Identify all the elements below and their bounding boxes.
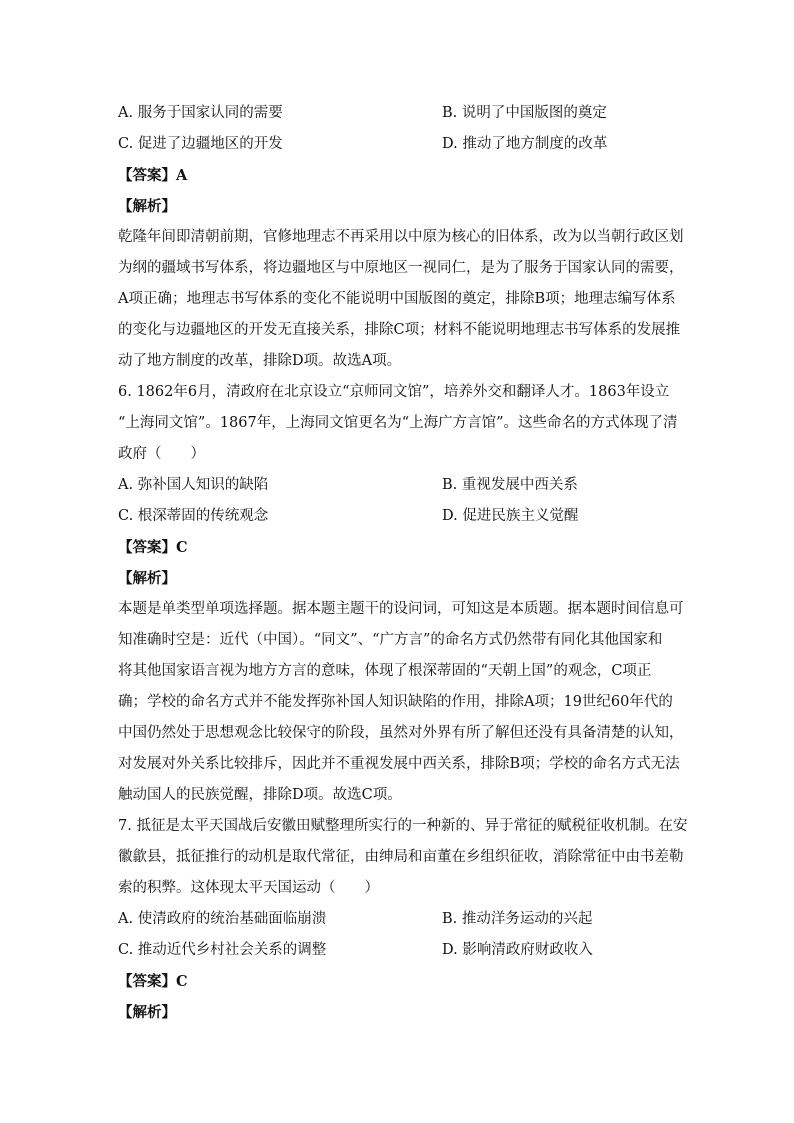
q6-stem-line: 6. 1862年6月，清政府在北京设立“京师同文馆”，培养外交和翻译人才。1863年设立 bbox=[118, 384, 670, 400]
q5-analysis bbox=[118, 222, 684, 377]
q5-analysis-label: 【解析】 bbox=[118, 198, 176, 215]
q5-option-c[interactable]: C. 促进了边疆地区的开发 bbox=[118, 136, 283, 152]
q7-option-c[interactable]: C. 推动近代乡村社会关系的调整 bbox=[118, 942, 327, 958]
q6-analysis-line: 将其他国家语言视为地方方言的意味，体现了根深蒂固的“天朝上国”的观念，C项正 bbox=[118, 663, 652, 679]
q5-answer: 【答案】A bbox=[118, 167, 188, 184]
q6-analysis-line: 对发展对外关系比较排斥，因此并不重视发展中西关系，排除B项；学校的命名方式无法 bbox=[118, 756, 680, 772]
q5-option-d[interactable]: D. 推动了地方制度的改革 bbox=[442, 136, 608, 152]
q6-option-d[interactable]: D. 促进民族主义觉醒 bbox=[442, 508, 579, 524]
q6-analysis-line: 中国仍然处于思想观念比较保守的阶段，虽然对外界有所了解但还没有具备清楚的认知， bbox=[118, 725, 684, 741]
q7-option-a[interactable]: A. 使清政府的统治基础面临崩溃 bbox=[118, 911, 327, 927]
q7-option-d[interactable]: D. 影响清政府财政收入 bbox=[442, 942, 593, 958]
q6-options-row-2 bbox=[118, 501, 678, 532]
q7-stem bbox=[118, 811, 688, 904]
q5-analysis-line: 动了地方制度的改革，排除D项。故选A项。 bbox=[118, 353, 402, 369]
q5-options-row-1 bbox=[118, 98, 678, 129]
q6-stem-line: 政府（ ） bbox=[118, 446, 205, 462]
q6-analysis-line: 触动国人的民族觉醒，排除D项。故选C项。 bbox=[118, 787, 402, 803]
q7-stem-line: 索的积弊。这体现太平天国运动（ ） bbox=[118, 880, 379, 896]
q6-option-b[interactable]: B. 重视发展中西关系 bbox=[442, 477, 578, 493]
q6-analysis-label: 【解析】 bbox=[118, 570, 176, 587]
q5-options-row-2 bbox=[118, 129, 678, 160]
q5-analysis-line: 的变化与边疆地区的开发无直接关系，排除C项；材料不能说明地理志书写体系的发展推 bbox=[118, 322, 681, 338]
q7-answer: 【答案】C bbox=[118, 973, 188, 990]
q7-option-b[interactable]: B. 推动洋务运动的兴起 bbox=[442, 911, 593, 927]
q7-options-row-1 bbox=[118, 904, 678, 935]
q6-option-c[interactable]: C. 根深蒂固的传统观念 bbox=[118, 508, 269, 524]
q7-analysis-label: 【解析】 bbox=[118, 1004, 176, 1021]
q5-option-a[interactable]: A. 服务于国家认同的需要 bbox=[118, 105, 283, 121]
q6-answer: 【答案】C bbox=[118, 539, 188, 556]
q5-analysis-line: 为纲的疆域书写体系，将边疆地区与中原地区一视同仁，是为了服务于国家认同的需要， bbox=[118, 260, 684, 276]
q5-analysis-line: 乾隆年间即清朝前期，官修地理志不再采用以中原为核心的旧体系，改为以当朝行政区划 bbox=[118, 229, 684, 245]
q6-analysis-line: 确；学校的命名方式并不能发挥弥补国人知识缺陷的作用，排除A项；19世纪60年代的 bbox=[118, 694, 673, 710]
q6-option-a[interactable]: A. 弥补国人知识的缺陷 bbox=[118, 477, 269, 493]
q7-options-row-2 bbox=[118, 935, 678, 966]
q6-stem bbox=[118, 377, 678, 470]
q6-analysis-line: 知准确时空是：近代（中国）。“同文”、“广方言”的命名方式仍然带有同化其他国家和 bbox=[118, 632, 663, 648]
document-page bbox=[118, 98, 688, 1028]
q7-stem-line: 7. 抵征是太平天国战后安徽田赋整理所实行的一种新的、异于常征的赋税征收机制。在安 bbox=[118, 818, 688, 834]
q5-analysis-line: A项正确；地理志书写体系的变化不能说明中国版图的奠定，排除B项；地理志编写体系 bbox=[118, 291, 676, 307]
q6-analysis bbox=[118, 594, 684, 811]
q6-options-row-1 bbox=[118, 470, 678, 501]
q6-analysis-line: 本题是单类型单项选择题。据本题主题干的设问词，可知这是本质题。据本题时间信息可 bbox=[118, 601, 684, 617]
q7-stem-line: 徽歙县，抵征推行的动机是取代常征，由绅局和亩董在乡组织征收，消除常征中由书差勒 bbox=[118, 849, 684, 865]
q5-option-b[interactable]: B. 说明了中国版图的奠定 bbox=[442, 105, 607, 121]
q6-stem-line: “上海同文馆”。1867年，上海同文馆更名为“上海广方言馆”。这些命名的方式体现了清 bbox=[118, 415, 678, 431]
